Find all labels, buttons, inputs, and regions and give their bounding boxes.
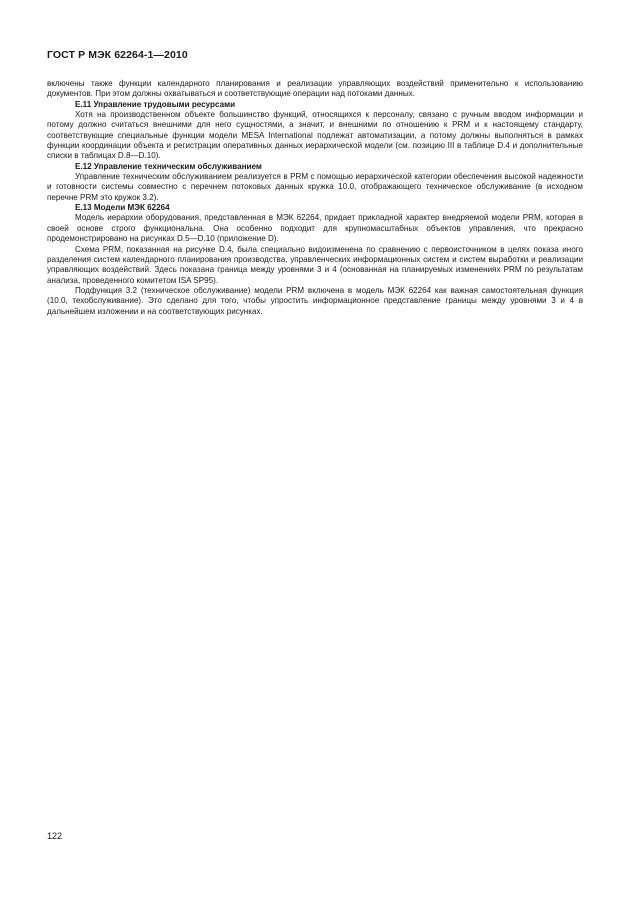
page-number: 122	[47, 831, 63, 841]
paragraph: Хотя на производственном объекте большинство функций, относящихся к персоналу, связано с ручным вводом информации и потому должно считаться внешними для него сущностями, а значит, и внешними по отношению к PRM и к настоящему стандарту, соответствующие специальные функции модели MESA International подлежат автоматизации, а потому должны выполняться в рамках функции координации объекта и регистрации оперативных данных иерархической модели (см. позицию III в таблице D.4 и дополнительные списки в таблицах D.8—D.10).	[47, 110, 583, 161]
paragraph: Модель иерархии оборудования, представленная в МЭК 62264, придает прикладной характер внедряемой модели PRM, которая в своей основе строго функциональна. Она особенно подходит для крупномасштабных объектов управления, что прекрасно продемонстрировано на рисунках D.5—D.10 (приложение D).	[47, 213, 583, 244]
section-heading: Е.11 Управление трудовыми ресурсами	[75, 99, 236, 109]
document-body	[47, 79, 583, 317]
section-heading: Е.13 Модели МЭК 62264	[75, 203, 170, 213]
paragraph: Подфункция 3.2 (техническое обслуживание) модели PRM включена в модель МЭК 62264 как важная самостоятельная функция (10.0, техобслуживание). Это сделано для того, чтобы упростить информационное представление границы между уровнями 3 и 4 в дальнейшем изложении и на соответствующих рисунках.	[47, 285, 583, 316]
document-header: ГОСТ Р МЭК 62264-1—2010	[47, 49, 188, 61]
paragraph: Управление техническим обслуживанием реализуется в PRM с помощью иерархической категории обеспечения высокой надежности и готовности системы совместно с перечнем потоковых данных кружка 10.0, отображающего техническое обслуживание (в исходном перечне PRM это кружок 3.2).	[47, 172, 583, 202]
section-heading: Е.12 Управление техническим обслуживанием	[75, 161, 262, 171]
paragraph: включены также функции календарного планирования и реализации управляющих воздействий применительно к использованию документов. При этом должны охватываться и соответствующие операции над потоками данных.	[47, 79, 583, 99]
paragraph: Схема PRM, показанная на рисунке D.4, была специально видоизменена по сравнению с первоисточником в целях показа иного разделения систем календарного планирования производства, управленческих информационных систем и систем выработки и реализации управляющих воздействий. Здесь показана граница между уровнями 3 и 4 (основанная на планируемых изменениях PRM по результатам анализа, проведенного комитетом ISA SP95).	[47, 244, 583, 285]
